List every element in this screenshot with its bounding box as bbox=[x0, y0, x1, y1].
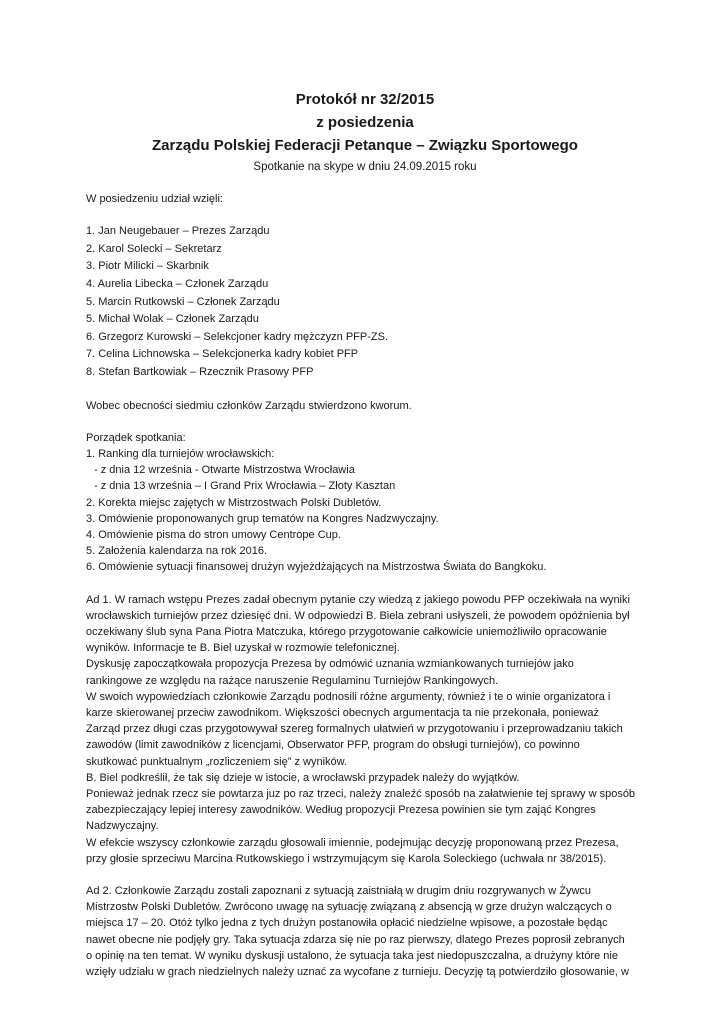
text-line: zabezpieczający lepiej interesy zawodników. Według propozycji Prezesa powinien sie tym zająć Kongres bbox=[86, 804, 596, 817]
agenda bbox=[86, 430, 644, 576]
text-line: B. Biel podkreślił, że tak się dzieje w istocie, a wrocławski przypadek należy do wyjątków. bbox=[86, 771, 520, 784]
text-line: karze skierowanej przeciw zawodnikom. Większości obecnych argumentacja ta nie przekonała, ponieważ bbox=[86, 707, 599, 719]
agenda-item: 6. Omówienie sytuacji finansowej drużyn wyjeżdżających na Mistrzostwa Świata do Bangkoku. bbox=[86, 561, 547, 574]
members-list bbox=[86, 223, 644, 381]
document-header bbox=[86, 88, 644, 175]
list-item: 6. Grzegorz Kurowski – Selekcjoner kadry mężczyzn PFP-ZS. bbox=[86, 330, 388, 343]
text-line: Dyskusję zapoczątkowała propozycja Prezesa by odmówić uznania wzmiankowanych turniejów jako bbox=[86, 658, 574, 671]
text-line: Nadzwyczajny. bbox=[86, 820, 159, 833]
text-line: Ad 2. Członkowie Zarządu zostali zapoznani z sytuacją zaistniałą w drugim dniu rozgrywanych w Żywcu bbox=[86, 885, 592, 898]
agenda-subitem: - z dnia 13 września – I Grand Prix Wrocławia – Złoty Kasztan bbox=[94, 480, 396, 493]
text-line: o opinię na ten temat. W wyniku dyskusji ustalono, że sytuacja taka jest niedopuszczalna, a drużyny które nie bbox=[86, 949, 618, 962]
text-line: skutkować punktualnym „rozliczeniem się” z wyników. bbox=[86, 755, 348, 768]
text-line: oczekiwany ślub syna Pana Piotra Matczuka, którego przygotowanie całkowicie uniemożliwiło opracowanie bbox=[86, 625, 607, 638]
agenda-item: 5. Założenia kalendarza na rok 2016. bbox=[86, 545, 268, 558]
text-line: Ad 1. W ramach wstępu Prezes zadał obecnym pytanie czy wiedzą z jakiego powodu PFP oczekiwała na wyniki bbox=[86, 593, 630, 606]
protocol-number: Protokół nr 32/2015 bbox=[295, 91, 435, 108]
text-line: Zarząd przez długi czas przygotowywał szereg formalnych ułatwień w przygotowaniu i przeprowadzaniu takich bbox=[86, 723, 623, 736]
list-item: 1. Jan Neugebauer – Prezes Zarządu bbox=[86, 225, 270, 238]
meeting-label: z posiedzenia bbox=[316, 114, 414, 131]
text-line: W efekcie wszyscy członkowie zarządu głosowali imiennie, podejmując decyzję proponowaną przez Prezesa, bbox=[86, 836, 619, 849]
quorum-statement: Wobec obecności siedmiu członków Zarządu stwierdzono kworum. bbox=[86, 399, 412, 412]
agenda-item: 3. Omówienie proponowanych grup tematów na Kongres Nadzwyczajny. bbox=[86, 512, 439, 525]
ad1-section bbox=[86, 592, 644, 867]
agenda-heading: Porządek spotkania: bbox=[86, 431, 186, 444]
attendance-intro: W posiedzeniu udział wzięli: bbox=[86, 193, 223, 205]
list-item: 5. Michał Wolak – Członek Zarządu bbox=[86, 313, 259, 326]
agenda-item: 1. Ranking dla turniejów wrocławskich: bbox=[86, 447, 275, 460]
text-line: Mistrzostw Polski Dubletów. Zwrócono uwagę na sytuację związaną z absencją w grze drużyn walczących o bbox=[86, 901, 612, 914]
list-item: 7. Celina Lichnowska – Selekcjonerka kadry kobiet PFP bbox=[86, 348, 359, 361]
meeting-date: Spotkanie na skype w dniu 24.09.2015 roku bbox=[253, 161, 477, 173]
list-item: 8. Stefan Bartkowiak – Rzecznik Prasowy PFP bbox=[86, 365, 314, 378]
organization-name: Zarządu Polskiej Federacji Petanque – Związku Sportowego bbox=[152, 137, 578, 154]
agenda-item: 4. Omówienie pisma do stron umowy Centrope Cup. bbox=[86, 528, 341, 541]
list-item: 4. Aurelia Libecka – Członek Zarządu bbox=[86, 277, 269, 290]
text-line: wzięły udziału w grach niedzielnych należy uznać za wycofane z turnieju. Decyzję tą potwierdziło głosowanie, w bbox=[86, 966, 629, 979]
agenda-item: 2. Korekta miejsc zajętych w Mistrzostwach Polski Dubletów. bbox=[86, 496, 382, 509]
list-item: 5. Marcin Rutkowski – Członek Zarządu bbox=[86, 295, 280, 308]
text-line: Ponieważ jednak rzecz sie powtarza juz po raz trzeci, należy znaleźć sposób na załatwienie tej sprawy w sposób bbox=[86, 788, 636, 801]
text-line: zawodów (limit zawodników z licencjami, Obserwator PFP, program do obsługi turniejów), co powinno bbox=[86, 739, 580, 752]
text-line: wyników. Informacje te B. Biel uzyskał w rozmowie telefonicznej. bbox=[86, 642, 400, 655]
text-line: rankingowe ze względu na rażące naruszenie Regulaminu Turniejów Rankingowych. bbox=[86, 674, 499, 687]
list-item: 2. Karol Solecki – Sekretarz bbox=[86, 242, 222, 255]
list-item: 3. Piotr Milicki – Skarbnik bbox=[86, 260, 209, 273]
text-line: przy głosie sprzeciwu Marcina Rutkowskiego i wstrzymującym się Karola Soleckiego (uchwała nr 38/2015). bbox=[86, 852, 607, 865]
document-body bbox=[86, 191, 644, 980]
ad2-section bbox=[86, 883, 644, 980]
text-line: wrocławskich turniejów przez dziesięć dni. W odpowiedzi B. Biela zebrani usłyszeli, że powodem opóźnienia był bbox=[86, 609, 630, 622]
agenda-subitem: - z dnia 12 września - Otwarte Mistrzostwa Wrocławia bbox=[94, 464, 355, 477]
text-line: nawet obecne nie podjęły gry. Taka sytuacja zdarza się nie po raz pierwszy, dlatego Prezes poprosił zebranych bbox=[86, 933, 625, 946]
text-line: miejsca 17 – 20. Otóż tylko jedna z tych drużyn postanowiła opłacić niedzielne wpisowe, a pozostałe będąc bbox=[86, 917, 608, 930]
text-line: W swoich wypowiedziach członkowie Zarządu podnosili różne argumenty, również i te o winie organizatora i bbox=[86, 690, 611, 703]
